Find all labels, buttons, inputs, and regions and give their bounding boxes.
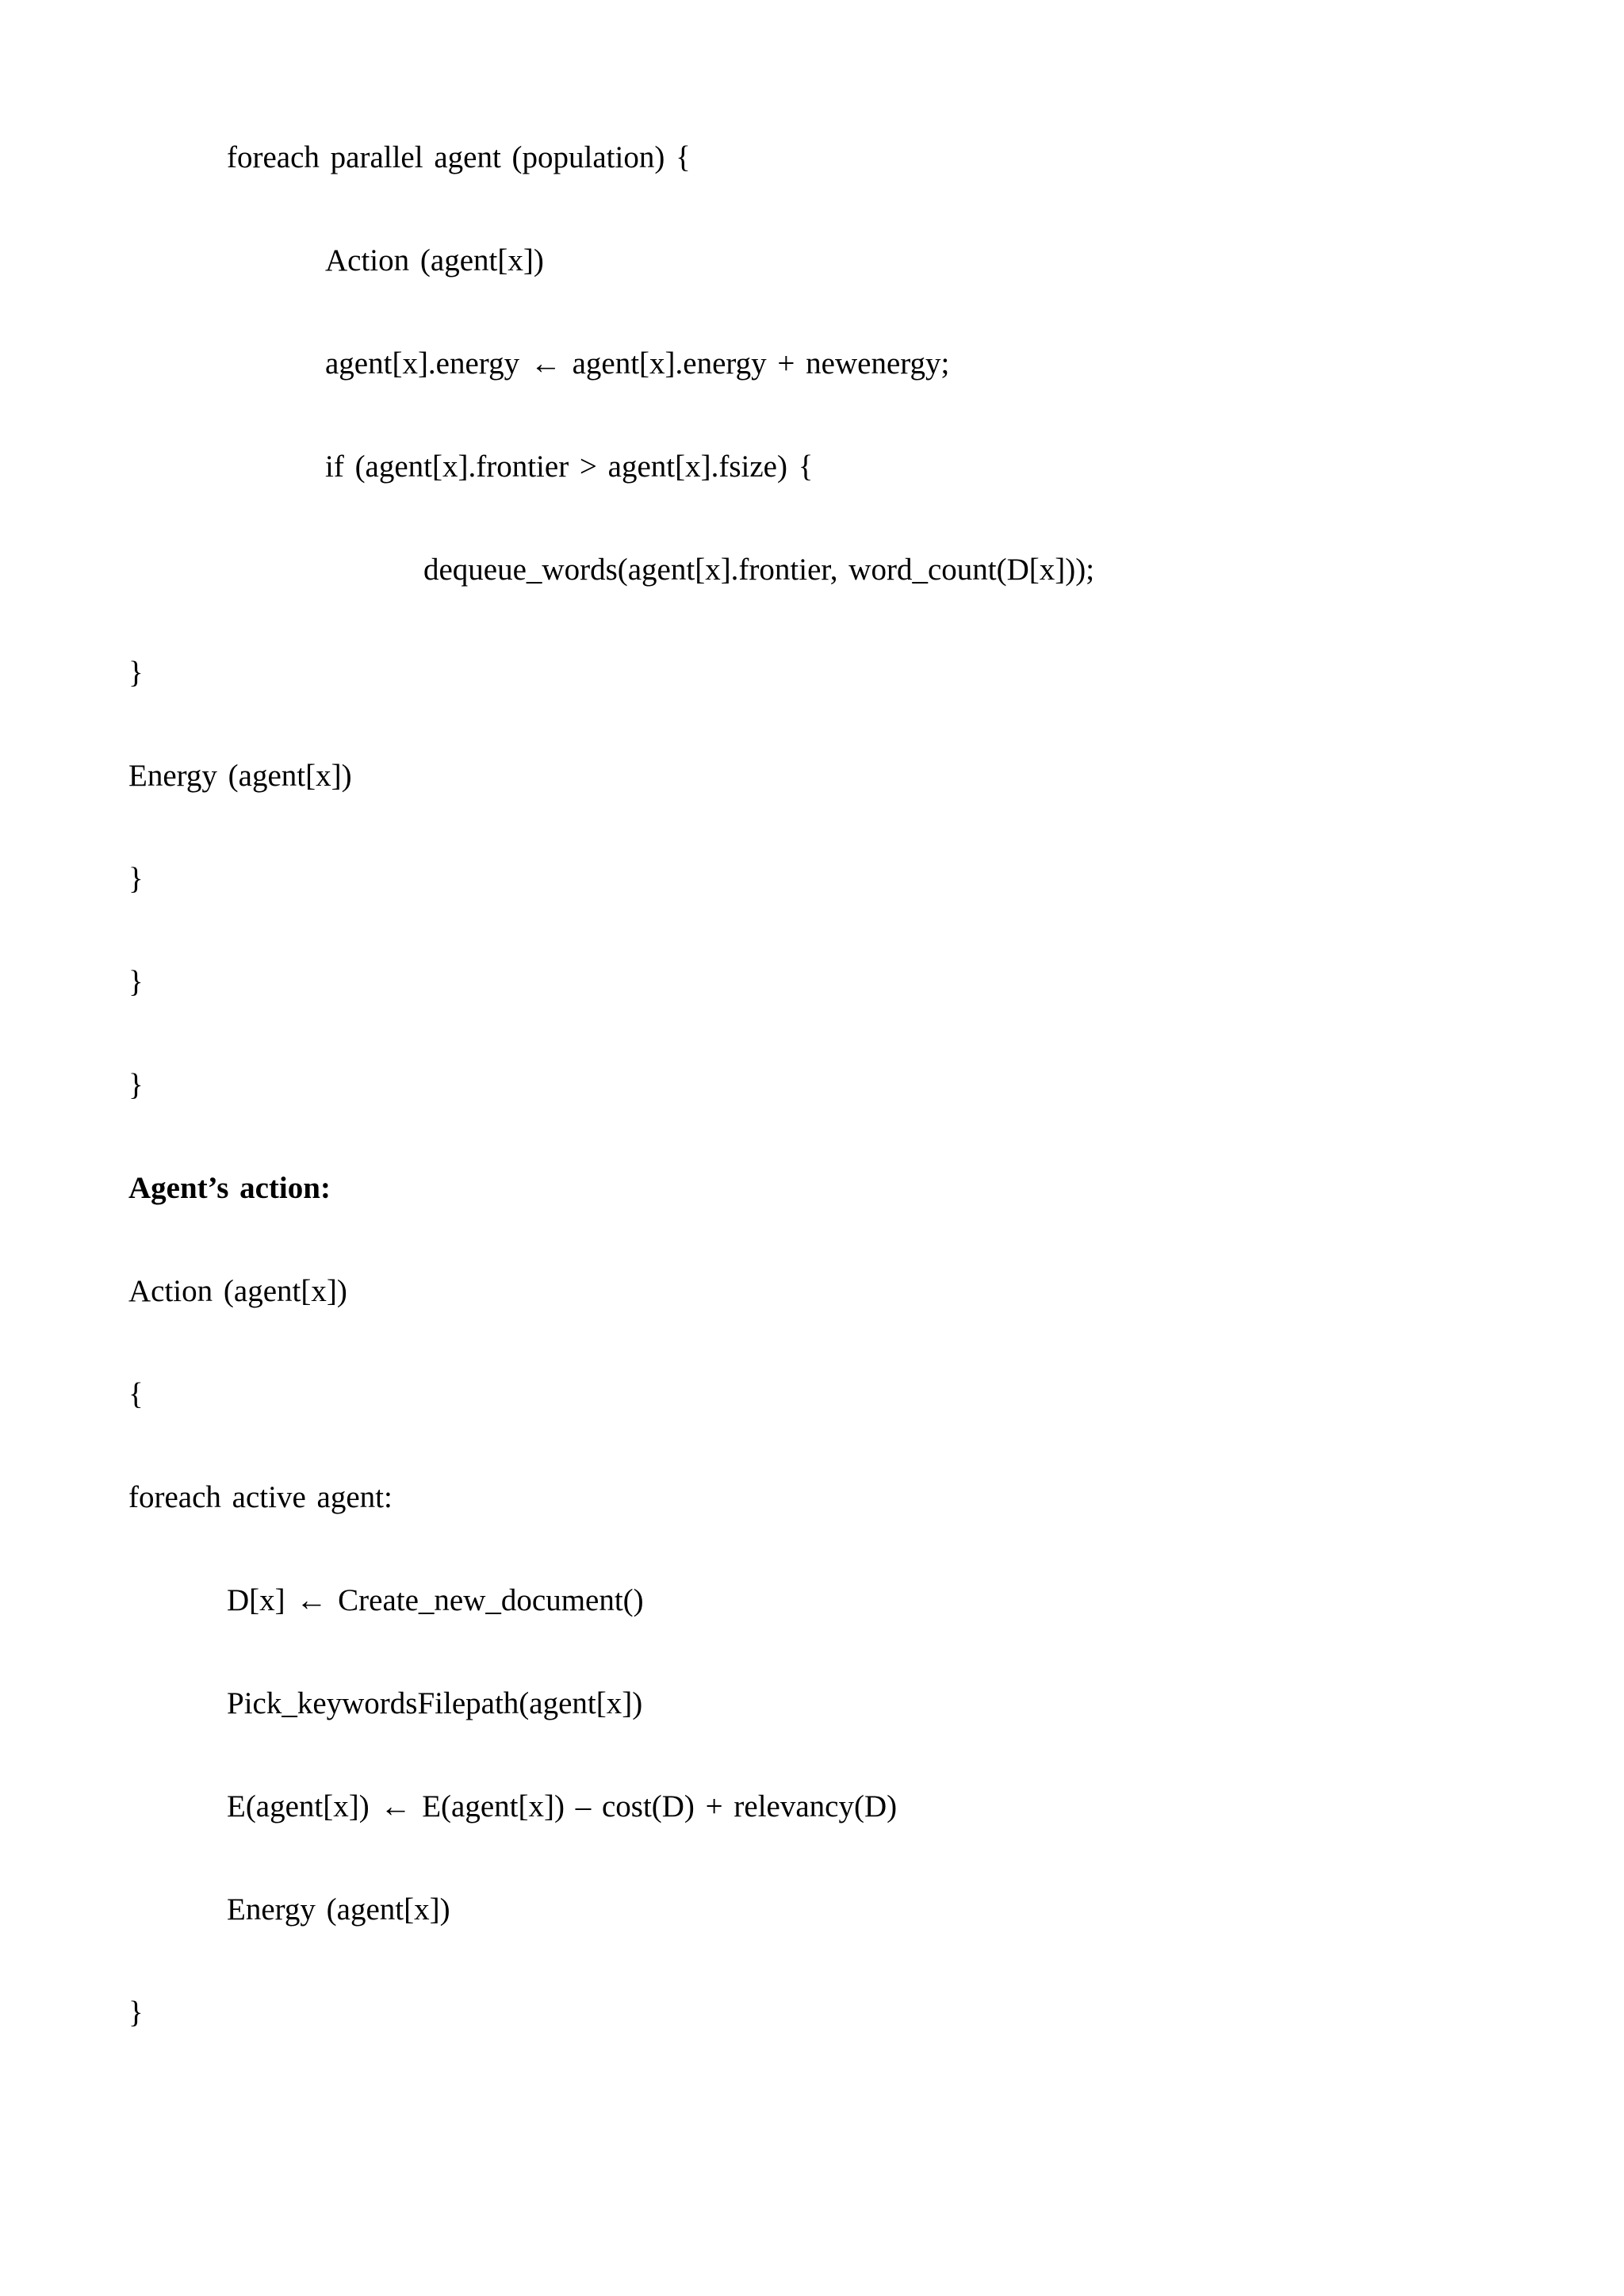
code-line-close-brace: } [128, 1996, 144, 2030]
code-line-close-brace: } [128, 862, 144, 896]
code-line-close-brace: } [128, 656, 144, 690]
code-line-open-brace: { [128, 1377, 144, 1411]
code-line-foreach-parallel: foreach parallel agent (population) { [227, 140, 691, 174]
code-line-energy-update: agent[x].energy ← agent[x].energy + newenergy; [325, 346, 950, 381]
code-line-pick-keywords: Pick_keywordsFilepath(agent[x]) [227, 1686, 643, 1720]
code-line-close-brace: } [128, 1068, 144, 1102]
code-line-close-brace: } [128, 965, 144, 999]
code-line-energy-call: Energy (agent[x]) [128, 759, 352, 793]
code-line-if-frontier: if (agent[x].frontier > agent[x].fsize) { [325, 450, 814, 484]
code-line-energy-call: Energy (agent[x]) [227, 1892, 450, 1927]
code-line-create-document: D[x] ← Create_new_document() [227, 1583, 644, 1617]
section-heading-agents-action: Agent’s action: [128, 1171, 331, 1205]
code-line-dequeue-words: dequeue_words(agent[x].frontier, word_count(D[x])); [423, 553, 1095, 587]
code-line-action-call: Action (agent[x]) [325, 243, 544, 277]
code-line-energy-formula: E(agent[x]) ← E(agent[x]) – cost(D) + relevancy(D) [227, 1789, 898, 1823]
code-line-foreach-active: foreach active agent: [128, 1480, 393, 1514]
code-line-action-definition: Action (agent[x]) [128, 1274, 347, 1308]
